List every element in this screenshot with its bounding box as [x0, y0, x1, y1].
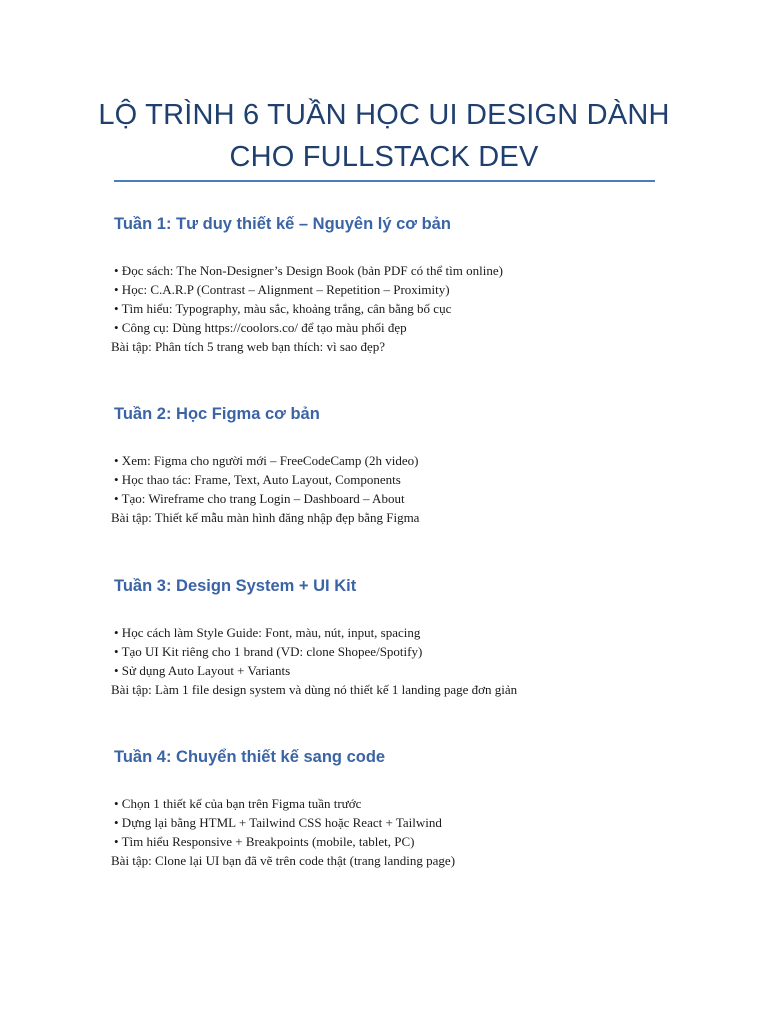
week-3-task: Bài tập: Làm 1 file design system và dùng nó thiết kế 1 landing page đơn giản — [111, 682, 518, 697]
title-line-1: LỘ TRÌNH 6 TUẦN HỌC UI DESIGN DÀNH — [98, 99, 670, 131]
week-1-heading: Tuần 1: Tư duy thiết kế – Nguyên lý cơ bản — [114, 215, 451, 233]
week-1-list — [111, 261, 714, 356]
document-title — [60, 94, 708, 178]
list-item: • Học: C.A.R.P (Contrast – Alignment – Repetition – Proximity) — [114, 282, 450, 297]
list-item: • Xem: Figma cho người mới – FreeCodeCamp (2h video) — [114, 453, 419, 468]
week-2-list — [111, 451, 714, 527]
list-item: • Học cách làm Style Guide: Font, màu, nút, input, spacing — [114, 625, 421, 640]
week-2-section — [111, 403, 714, 527]
week-1-section — [111, 213, 714, 356]
week-4-heading: Tuần 4: Chuyển thiết kế sang code — [114, 748, 386, 766]
list-item: • Học thao tác: Frame, Text, Auto Layout, Components — [114, 472, 401, 487]
week-4-task: Bài tập: Clone lại UI bạn đã vẽ trên code thật (trang landing page) — [111, 853, 456, 868]
week-2-task: Bài tập: Thiết kế mẫu màn hình đăng nhập đẹp bằng Figma — [111, 510, 420, 525]
week-3-section — [111, 575, 714, 699]
title-line-2: CHO FULLSTACK DEV — [229, 141, 539, 173]
week-3-heading: Tuần 3: Design System + UI Kit — [114, 577, 357, 595]
week-3-list — [111, 623, 714, 699]
list-item: • Sử dụng Auto Layout + Variants — [114, 663, 291, 678]
list-item: • Công cụ: Dùng https://coolors.co/ để tạo màu phối đẹp — [114, 320, 407, 335]
title-divider — [114, 180, 655, 182]
list-item: • Tìm hiểu Responsive + Breakpoints (mobile, tablet, PC) — [114, 834, 415, 849]
list-item: • Tạo UI Kit riêng cho 1 brand (VD: clone Shopee/Spotify) — [114, 644, 423, 659]
list-item: • Chọn 1 thiết kế của bạn trên Figma tuần trước — [114, 796, 362, 811]
week-4-section — [111, 746, 714, 870]
list-item: • Đọc sách: The Non-Designer’s Design Book (bản PDF có thể tìm online) — [114, 263, 503, 278]
list-item: • Tìm hiểu: Typography, màu sắc, khoảng trắng, cân bằng bố cục — [114, 301, 452, 316]
list-item: • Tạo: Wireframe cho trang Login – Dashboard – About — [114, 491, 405, 506]
list-item: • Dựng lại bằng HTML + Tailwind CSS hoặc React + Tailwind — [114, 815, 442, 830]
week-2-heading: Tuần 2: Học Figma cơ bản — [114, 405, 320, 423]
week-1-task: Bài tập: Phân tích 5 trang web bạn thích: vì sao đẹp? — [111, 339, 386, 354]
week-4-list — [111, 794, 714, 870]
